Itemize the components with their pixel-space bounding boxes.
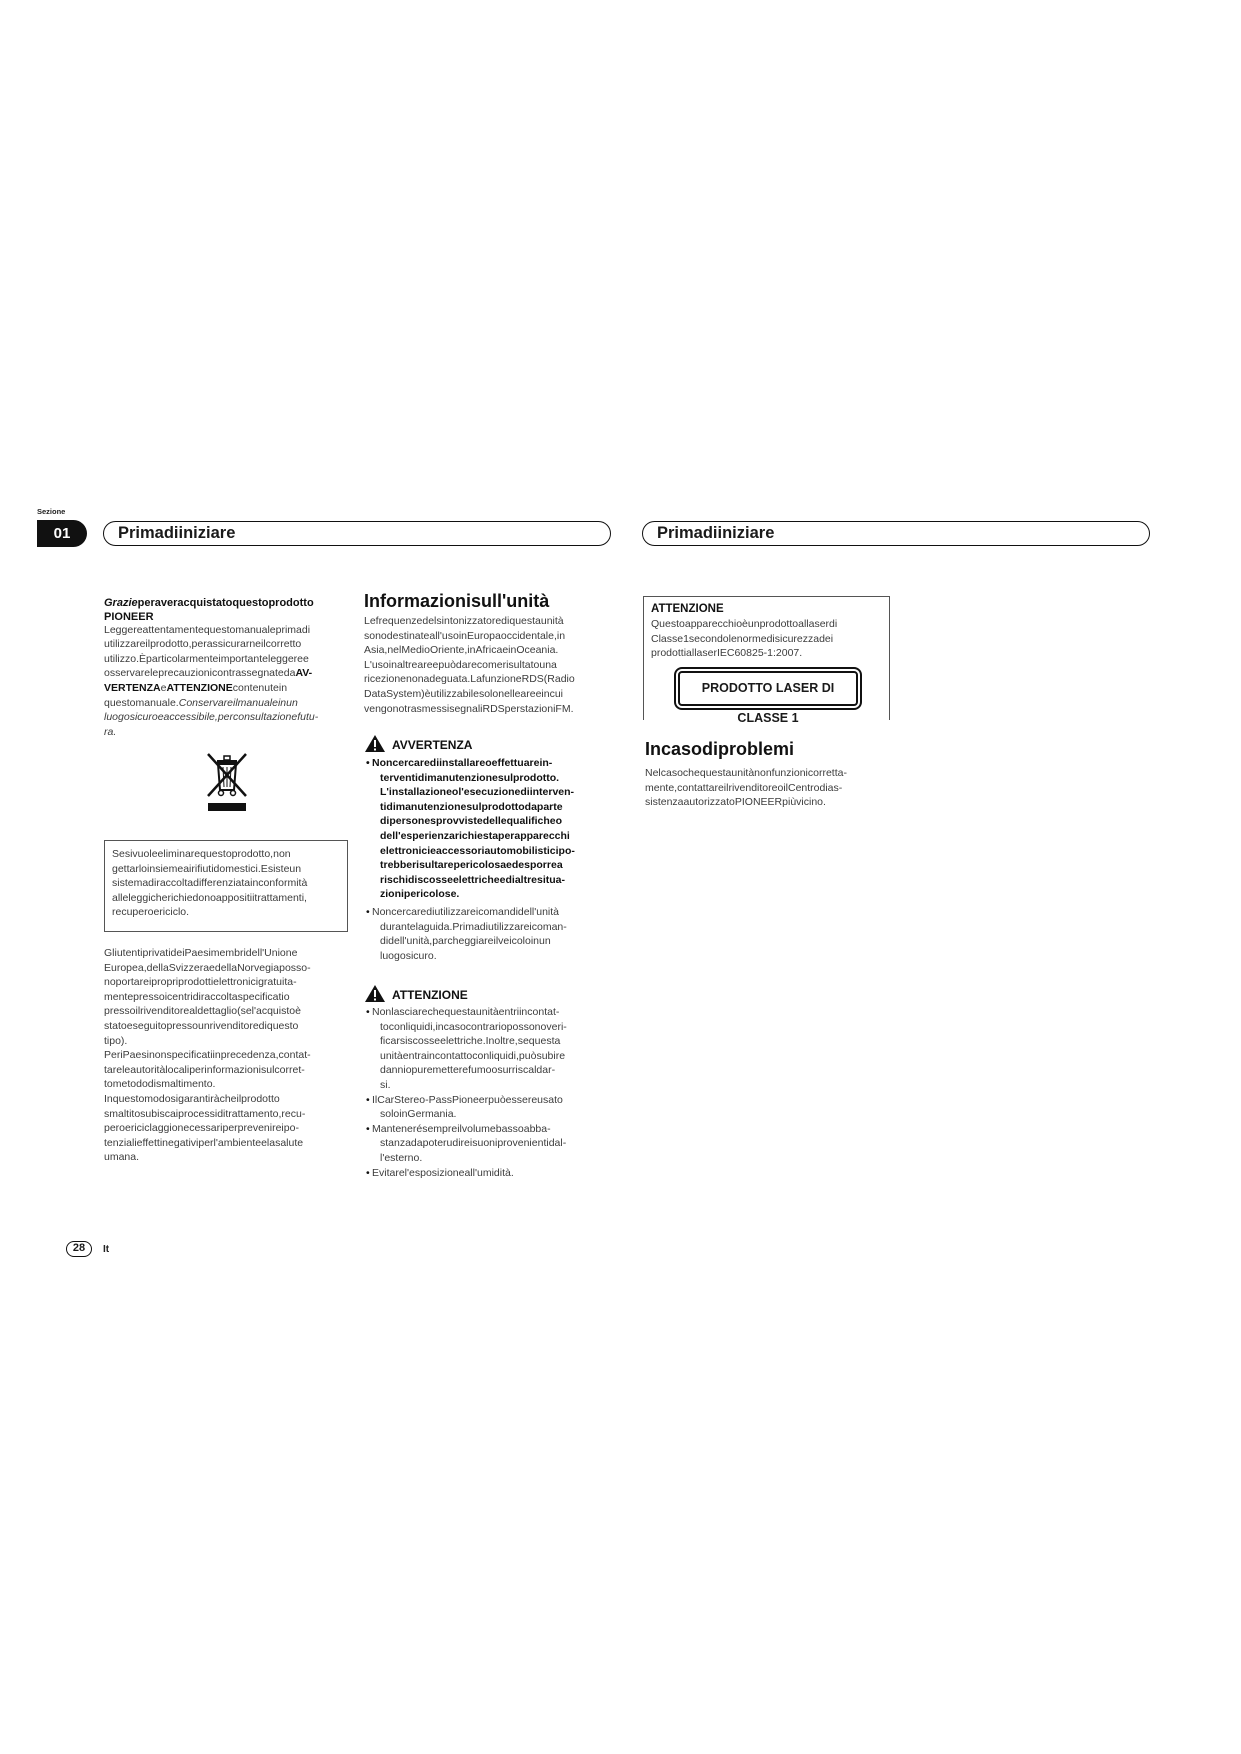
section-title-left: Primadiiniziare (103, 521, 611, 546)
caution-bullet: • Evitarel'esposizioneall'umidità. (364, 1166, 614, 1181)
warning-line: luogosicuro. (380, 949, 437, 962)
warning-line: durantelaguida.Primadiutilizzareicoman- (380, 920, 567, 933)
section-title-right: Primadiiniziare (642, 521, 1150, 546)
p1-line: utilizzareilprodotto,perassicurarneilcorretto (104, 638, 302, 651)
p2-line: PeriPaesinonspecificatiinprecedenza,contat- (104, 1049, 311, 1062)
unit-info-line: L'usoinaltreareepuòdarecomerisultatouna (364, 658, 557, 671)
laser-box-line: Classe1secondolenormedisicurezzadei (651, 632, 834, 645)
unit-info-line: sonodestinateall'usoinEuropaoccidentale,in (364, 629, 566, 642)
warning-triangle-icon (364, 984, 386, 1006)
caution-heading (364, 984, 468, 1006)
unit-info-heading: Informazionisull'unità (364, 591, 550, 611)
intro-brand: PIONEER (104, 610, 154, 623)
warning-line: dipersonesprovvistedellequalificheo (380, 815, 563, 828)
caution-bullet: • Mantenerésempreilvolumebassoabba- stanzadapoterudireisuoniprovenientidal- l'esterno. (364, 1122, 614, 1166)
p2-line: smaltitosubiscaiprocessiditrattamento,recu- (104, 1107, 306, 1120)
p1-line: utilizzo.Èparticolarmenteimportanteleggeree (104, 652, 309, 665)
p2-line: tipo). (104, 1034, 128, 1047)
unit-info-line: Asia,nelMedioOriente,inAfricaeinOceania. (364, 644, 559, 657)
p2-line: noportareipropriprodottielettronicigratuita- (104, 976, 297, 989)
p2-line: tenzialieffettinegativiperl'ambienteelasalute (104, 1136, 304, 1149)
p2-line: peroericiclaggionecessariperprevenireipo- (104, 1122, 299, 1135)
caution-title: ATTENZIONE (392, 988, 468, 1002)
warning-line: zionipericolose. (380, 888, 460, 901)
box-line: Sesivuoleeliminarequestoprodotto,non (112, 848, 291, 860)
p2-line: GliutentiprivatideiPaesimembridell'Unione (104, 947, 298, 959)
troubleshooting-line: sistenzaautorizzatoPIONEERpiùvicino. (645, 796, 826, 809)
unit-info-line: vengonotrasmessisegnaliRDSperstazioniFM. (364, 702, 574, 715)
p2-line: statoeseguitopressounrivenditorediquesto (104, 1019, 299, 1032)
p1-line: ra. (104, 725, 117, 738)
warning-line: tidimanutenzionesulprodottodaparte (380, 800, 563, 813)
p1-line: questomanuale.Conservareilmanualeinun (104, 696, 298, 709)
unit-info-paragraph (364, 614, 604, 716)
unit-info-line: ricezionenonadeguata.LafunzioneRDS(Radio (364, 673, 575, 686)
troubleshooting-heading: Incasodiproblemi (645, 739, 795, 759)
intro-bold: peraveracquistatoquestoprodotto (137, 597, 314, 609)
box-line: gettarloinsiemeairifiutidomestici.Esisteun (112, 862, 302, 875)
unit-info-line: Lefrequenzedelsintonizzatorediquestaunità (364, 615, 564, 627)
warning-line: trebberisultarepericolosaedesporrea (380, 859, 563, 872)
p2-line: mentepressoicentridiraccoltaspecificatio (104, 990, 290, 1003)
warning-line: • Noncercarediinstallareoeffettuarein- (364, 756, 614, 771)
unit-info-line: DataSystem)èutilizzabilesolonelleareeincui (364, 687, 564, 700)
section-label: Sezione (37, 507, 66, 516)
warning-bullet-1 (364, 756, 614, 902)
p2-line: umana. (104, 1151, 140, 1164)
p1-line: luogosicuroeaccessibile,perconsultazionefutu- (104, 711, 319, 724)
section-number-tab: 01 (37, 520, 87, 547)
p1-line: osservareleprecauzionicontrassegnatedaAV- (104, 667, 313, 680)
warning-line: terventidimanutenzionesulprodotto. (380, 771, 560, 784)
caution-bullet: • Nonlasciarechequestaunitàentriincontat- toconliquidi,incasocontrariopossonoveri- ficarsiscosseelettriche.Inoltre,sequesta unitàentraincontattoconliquidi,puòsubire danniopuremetterefumoosurriscaldar- si. (364, 1005, 614, 1093)
disposal-paragraph (104, 946, 344, 1165)
laser-box-line: Questoapparecchioèunprodottoallaserdi (651, 618, 838, 630)
box-line: recuperoericiclo. (112, 906, 190, 919)
warning-heading (364, 734, 472, 756)
warning-bullet-2 (364, 905, 614, 963)
laser-box-line: prodottiallaserIEC60825-1:2007. (651, 647, 803, 660)
language-code: It (103, 1244, 110, 1255)
warning-line: elettronicieaccessoriautomobilisticipo- (380, 844, 575, 857)
p2-line: Inquestomodosigarantiràcheilprodotto (104, 1092, 280, 1105)
p1-line: Leggereattentamentequestomanualeprimadi (104, 623, 311, 636)
laser-class-label: PRODOTTO LASER DI CLASSE 1 (678, 671, 858, 706)
warning-line: rischidiscosseelettricheedialtresitua- (380, 873, 565, 886)
warning-line: didell'unità,parcheggiareilveicoloinun (380, 935, 551, 948)
intro-italic: Grazie (104, 597, 138, 609)
disposal-notice-box (104, 840, 348, 932)
warning-line: • Noncercarediutilizzareicomandidell'unità (364, 905, 614, 920)
p2-line: Europea,dellaSvizzeraedellaNorvegiaposso- (104, 961, 311, 974)
warning-title: AVVERTENZA (392, 738, 473, 752)
box-line: sistemadiraccoltadifferenziatainconformità (112, 877, 308, 890)
p2-line: tareleautoritàlocaliperinformazionisulcorret- (104, 1063, 305, 1076)
troubleshooting-line: mente,contattareilrivenditoreoilCentrodias- (645, 781, 843, 794)
laser-box-title: ATTENZIONE (651, 603, 724, 615)
page-number: 28 (66, 1241, 92, 1257)
warning-line: dell'esperienzarichiestaperapparecchi (380, 829, 570, 842)
warning-triangle-icon (364, 734, 386, 756)
troubleshooting-line: Nelcasochequestaunitànonfunzionicorretta- (645, 767, 847, 779)
p1-line: VERTENZAeATTENZIONEcontenutein (104, 681, 288, 694)
p2-line: tometododismaltimento. (104, 1078, 216, 1091)
box-line: alleleggicherichiedonoappositiitrattamenti, (112, 891, 307, 904)
troubleshooting-paragraph (645, 766, 885, 810)
caution-list (364, 1005, 614, 1180)
warning-line: L'installazioneol'esecuzionediinterven- (380, 786, 575, 799)
intro-paragraph (104, 596, 334, 739)
caution-bullet: • IlCarStereo-PassPioneerpuòessereusato soloinGermania. (364, 1093, 614, 1122)
weee-crossed-bin-icon (205, 752, 249, 812)
p2-line: pressoilrivenditorealdettaglio(sel'acquistoè (104, 1005, 301, 1018)
